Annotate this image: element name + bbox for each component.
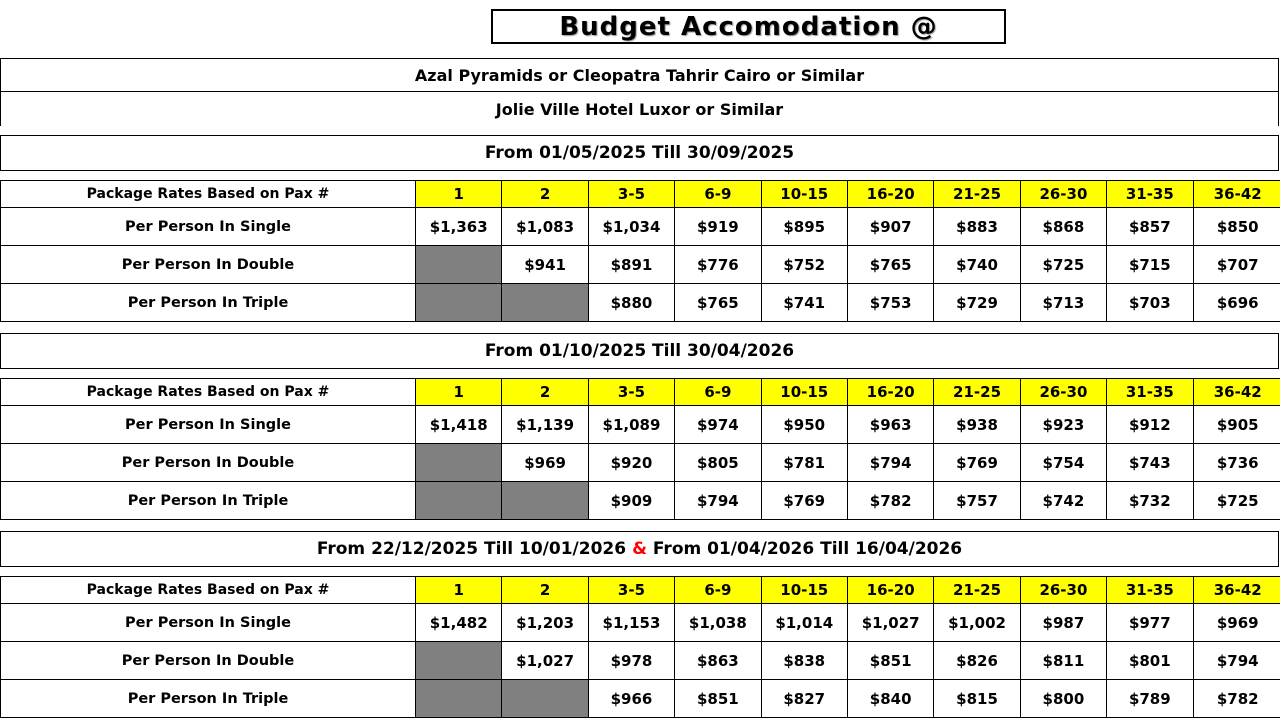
rate-cell: $891 xyxy=(588,246,674,284)
pax-header: 3-5 xyxy=(588,379,674,406)
rate-cell: $725 xyxy=(1020,246,1106,284)
rate-cell: $1,027 xyxy=(502,642,588,680)
rate-cell: $895 xyxy=(761,208,847,246)
pax-header: 21-25 xyxy=(934,181,1020,208)
rate-cell: $912 xyxy=(1107,406,1193,444)
pax-header: 31-35 xyxy=(1107,379,1193,406)
pax-header: 2 xyxy=(502,181,588,208)
rate-cell: $794 xyxy=(1193,642,1280,680)
table-row xyxy=(1,406,1280,444)
rate-cell: $987 xyxy=(1020,604,1106,642)
rate-cell: $752 xyxy=(761,246,847,284)
rate-cell: $794 xyxy=(847,444,933,482)
rate-cell: $757 xyxy=(934,482,1020,520)
rate-cell: $732 xyxy=(1107,482,1193,520)
rate-cell: $966 xyxy=(588,680,674,718)
rate-cell: $838 xyxy=(761,642,847,680)
pax-header: 16-20 xyxy=(847,379,933,406)
rate-cell: $1,139 xyxy=(502,406,588,444)
rate-cell: $740 xyxy=(934,246,1020,284)
pax-header: 10-15 xyxy=(761,379,847,406)
pax-header: 1 xyxy=(416,379,502,406)
rate-cell: $1,002 xyxy=(934,604,1020,642)
rate-cell: $1,027 xyxy=(847,604,933,642)
row-label: Per Person In Single xyxy=(1,208,416,246)
row-label: Per Person In Single xyxy=(1,406,416,444)
rate-cell: $811 xyxy=(1020,642,1106,680)
period-header-1: From 01/05/2025 Till 30/09/2025 xyxy=(0,135,1279,171)
table-row xyxy=(1,246,1280,284)
rate-cell: $920 xyxy=(588,444,674,482)
rate-cell: $696 xyxy=(1193,284,1280,322)
rate-cell: $713 xyxy=(1020,284,1106,322)
rate-cell: $1,034 xyxy=(588,208,674,246)
hotel-cairo: Azal Pyramids or Cleopatra Tahrir Cairo or Similar xyxy=(0,58,1279,92)
table-header-row xyxy=(1,379,1280,406)
unavailable-cell xyxy=(416,444,502,482)
pax-header: 21-25 xyxy=(934,577,1020,604)
rate-cell: $789 xyxy=(1107,680,1193,718)
rate-cell: $781 xyxy=(761,444,847,482)
rate-cell: $909 xyxy=(588,482,674,520)
rate-cell: $840 xyxy=(847,680,933,718)
rate-cell: $741 xyxy=(761,284,847,322)
pax-header: 6-9 xyxy=(675,181,761,208)
page-title: Budget Accomodation @ xyxy=(491,9,1006,44)
rate-cell: $851 xyxy=(675,680,761,718)
table-row xyxy=(1,208,1280,246)
rate-cell: $782 xyxy=(1193,680,1280,718)
rate-cell: $826 xyxy=(934,642,1020,680)
pax-header: 10-15 xyxy=(761,577,847,604)
unavailable-cell xyxy=(416,642,502,680)
rate-cell: $1,014 xyxy=(761,604,847,642)
pax-header: 36-42 xyxy=(1193,577,1280,604)
pax-header: 6-9 xyxy=(675,577,761,604)
table-header-row xyxy=(1,577,1280,604)
table-header-row xyxy=(1,181,1280,208)
period-header-2: From 01/10/2025 Till 30/04/2026 xyxy=(0,333,1279,369)
row-label: Per Person In Triple xyxy=(1,680,416,718)
rate-cell: $1,363 xyxy=(416,208,502,246)
rate-cell: $907 xyxy=(847,208,933,246)
rate-cell: $707 xyxy=(1193,246,1280,284)
pax-header: 26-30 xyxy=(1020,577,1106,604)
rate-cell: $725 xyxy=(1193,482,1280,520)
rate-cell: $827 xyxy=(761,680,847,718)
unavailable-cell xyxy=(416,680,502,718)
table-row xyxy=(1,642,1280,680)
rate-cell: $1,038 xyxy=(675,604,761,642)
ampersand: & xyxy=(632,539,647,559)
pax-header: 10-15 xyxy=(761,181,847,208)
rate-cell: $782 xyxy=(847,482,933,520)
period-header-3 xyxy=(0,531,1279,567)
table-row xyxy=(1,482,1280,520)
rate-cell: $742 xyxy=(1020,482,1106,520)
unavailable-cell xyxy=(502,680,588,718)
pax-header: 2 xyxy=(502,379,588,406)
pax-header: 1 xyxy=(416,181,502,208)
rate-cell: $963 xyxy=(847,406,933,444)
period-range-a: From 22/12/2025 Till 10/01/2026 xyxy=(316,539,627,559)
pax-header: 26-30 xyxy=(1020,379,1106,406)
rate-cell: $736 xyxy=(1193,444,1280,482)
pax-header: 16-20 xyxy=(847,181,933,208)
pax-header: 36-42 xyxy=(1193,379,1280,406)
unavailable-cell xyxy=(416,246,502,284)
unavailable-cell xyxy=(502,482,588,520)
rate-cell: $883 xyxy=(934,208,1020,246)
rate-cell: $977 xyxy=(1107,604,1193,642)
rates-table-3 xyxy=(0,576,1280,718)
rate-cell: $1,482 xyxy=(416,604,502,642)
pax-header: 6-9 xyxy=(675,379,761,406)
rate-cell: $801 xyxy=(1107,642,1193,680)
period-range-b: From 01/04/2026 Till 16/04/2026 xyxy=(652,539,963,559)
rate-cell: $1,418 xyxy=(416,406,502,444)
pax-header: 3-5 xyxy=(588,181,674,208)
pax-header: 31-35 xyxy=(1107,181,1193,208)
pax-header: 3-5 xyxy=(588,577,674,604)
rate-cell: $805 xyxy=(675,444,761,482)
rate-cell: $969 xyxy=(1193,604,1280,642)
rate-cell: $743 xyxy=(1107,444,1193,482)
unavailable-cell xyxy=(416,482,502,520)
rate-cell: $919 xyxy=(675,208,761,246)
header-label: Package Rates Based on Pax # xyxy=(1,181,416,208)
rate-cell: $868 xyxy=(1020,208,1106,246)
row-label: Per Person In Double xyxy=(1,642,416,680)
rate-cell: $974 xyxy=(675,406,761,444)
rate-cell: $815 xyxy=(934,680,1020,718)
rate-cell: $905 xyxy=(1193,406,1280,444)
rate-cell: $776 xyxy=(675,246,761,284)
rate-cell: $941 xyxy=(502,246,588,284)
rate-cell: $753 xyxy=(847,284,933,322)
rate-cell: $703 xyxy=(1107,284,1193,322)
pax-header: 21-25 xyxy=(934,379,1020,406)
table-row xyxy=(1,680,1280,718)
pax-header: 26-30 xyxy=(1020,181,1106,208)
unavailable-cell xyxy=(502,284,588,322)
hotel-luxor: Jolie Ville Hotel Luxor or Similar xyxy=(0,92,1279,126)
row-label: Per Person In Double xyxy=(1,444,416,482)
rate-cell: $969 xyxy=(502,444,588,482)
rate-cell: $754 xyxy=(1020,444,1106,482)
rate-cell: $794 xyxy=(675,482,761,520)
rate-cell: $769 xyxy=(934,444,1020,482)
row-label: Per Person In Single xyxy=(1,604,416,642)
rate-cell: $1,203 xyxy=(502,604,588,642)
rate-cell: $765 xyxy=(847,246,933,284)
header-label: Package Rates Based on Pax # xyxy=(1,379,416,406)
rate-cell: $800 xyxy=(1020,680,1106,718)
unavailable-cell xyxy=(416,284,502,322)
rate-cell: $769 xyxy=(761,482,847,520)
pax-header: 1 xyxy=(416,577,502,604)
rates-table-2 xyxy=(0,378,1280,520)
rate-cell: $978 xyxy=(588,642,674,680)
rate-cell: $950 xyxy=(761,406,847,444)
rate-cell: $729 xyxy=(934,284,1020,322)
rate-cell: $765 xyxy=(675,284,761,322)
pax-header: 16-20 xyxy=(847,577,933,604)
rate-cell: $923 xyxy=(1020,406,1106,444)
rate-cell: $1,083 xyxy=(502,208,588,246)
pax-header: 36-42 xyxy=(1193,181,1280,208)
rate-cell: $938 xyxy=(934,406,1020,444)
table-row xyxy=(1,604,1280,642)
rate-cell: $715 xyxy=(1107,246,1193,284)
rate-cell: $1,089 xyxy=(588,406,674,444)
rate-cell: $863 xyxy=(675,642,761,680)
row-label: Per Person In Triple xyxy=(1,482,416,520)
header-label: Package Rates Based on Pax # xyxy=(1,577,416,604)
row-label: Per Person In Double xyxy=(1,246,416,284)
rate-cell: $850 xyxy=(1193,208,1280,246)
rate-cell: $880 xyxy=(588,284,674,322)
pax-header: 2 xyxy=(502,577,588,604)
table-row xyxy=(1,444,1280,482)
pax-header: 31-35 xyxy=(1107,577,1193,604)
rate-cell: $1,153 xyxy=(588,604,674,642)
rates-table-1 xyxy=(0,180,1280,322)
row-label: Per Person In Triple xyxy=(1,284,416,322)
rate-cell: $857 xyxy=(1107,208,1193,246)
rate-cell: $851 xyxy=(847,642,933,680)
table-row xyxy=(1,284,1280,322)
